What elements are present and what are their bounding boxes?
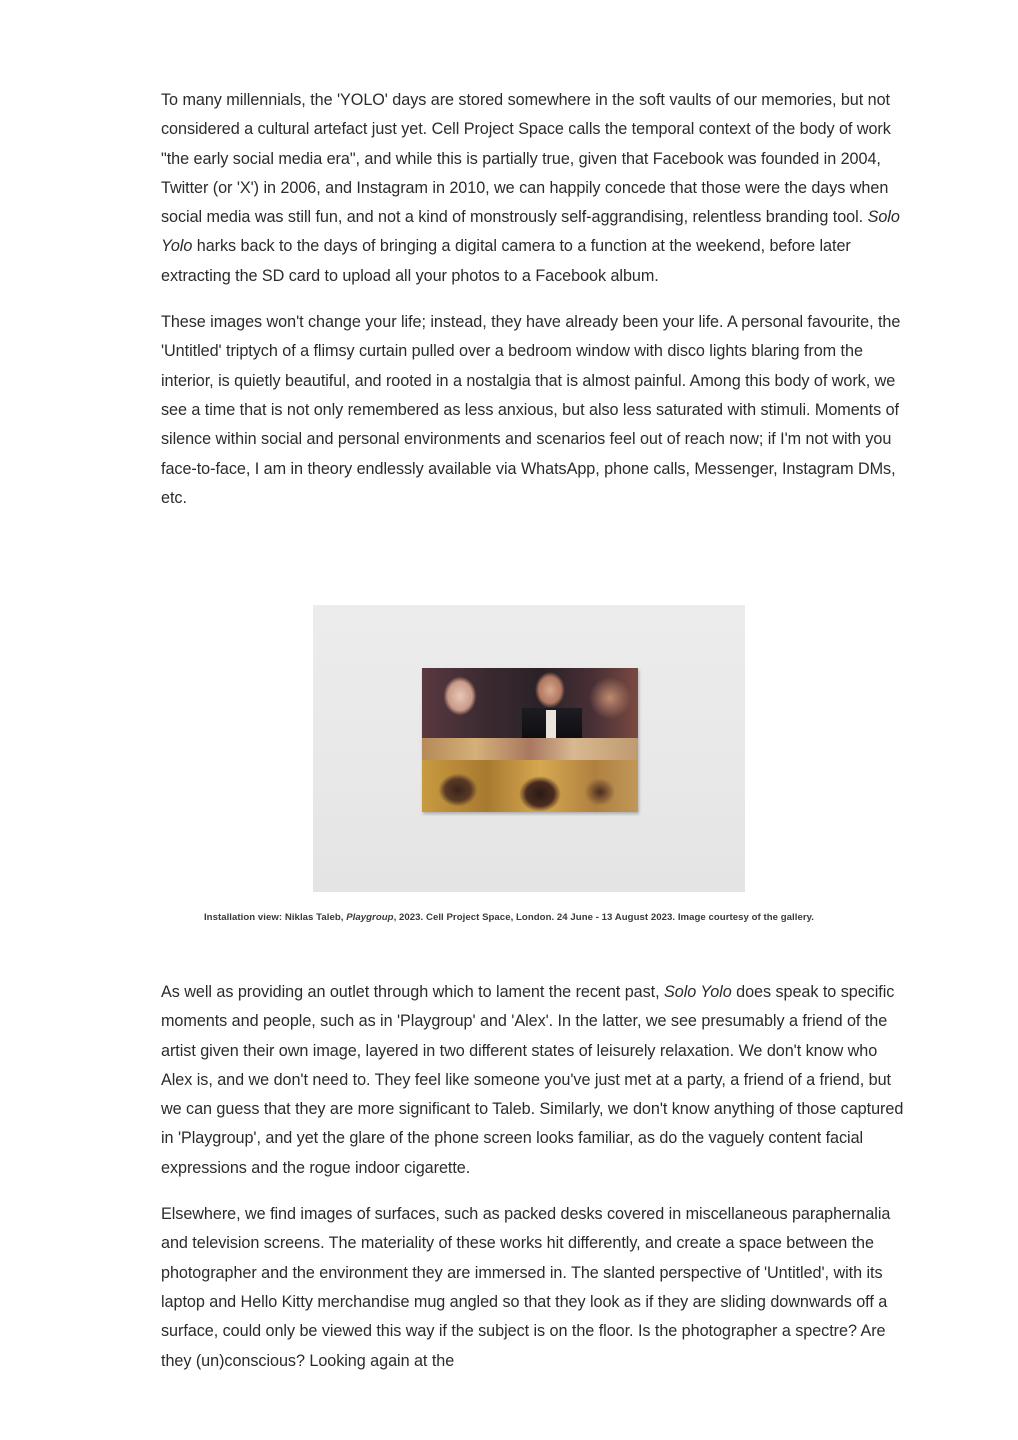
paragraph-2: These images won't change your life; instead, they have already been your life. A personal favourite, the 'Untitled' triptych of a flimsy curtain pulled over a bedroom window with disco lights blaring from the interior, is quietly beautiful, and rooted in a nostalgia that is almost painful. Among this body of work, we see a time that is not only remembered as less anxious, but also less saturated with stimuli. Moments of silence within social and personal environments and scenarios feel out of reach now; if I'm not with you face-to-face, I am in theory endlessly available via WhatsApp, phone calls, Messenger, Instagram DMs, etc. [161,313,901,507]
artwork-band-bottom [422,760,638,812]
paragraph-1-text-a: To many millennials, the 'YOLO' days are stored somewhere in the soft vaults of our memories, but not considered a cultural artefact just yet. Cell Project Space calls the temporal context of the body of work "the early social media era", and while this is partially true, given that Facebook was founded in 2004, Twitter (or 'X') in 2006, and Instagram in 2010, we can happily concede that those were the days when social media was still fun, and not a kind of monstrously self-aggrandising, relentless branding tool. [161,91,891,227]
paragraph-4: Elsewhere, we find images of surfaces, such as packed desks covered in miscellaneous paraphernalia and television screens. The materiality of these works hit differently, and create a space between the photographer and the environment they are immersed in. The slanted perspective of 'Untitled', with its laptop and Hello Kitty merchandise mug angled so that they look as if they are sliding downwards off a surface, could only be viewed this way if the subject is on the floor. Is the photographer a spectre? Are they (un)conscious? Looking again at the [161,1205,891,1370]
caption-text-a: Installation view: Niklas Taleb, [203,912,347,923]
artwork-band-top [422,668,638,738]
article-body-top [161,86,906,530]
caption-text-b: , 2023. Cell Project Space, London. 24 June - 13 August 2023. Image courtesy of the gallery. [393,912,815,923]
artwork-detail [546,710,556,738]
artwork-title-solo-yolo-2: Solo Yolo [664,983,732,1001]
installation-photo [313,605,745,892]
artwork-title-solo-yolo: Solo Yolo [161,208,900,256]
image-caption [0,912,1018,923]
paragraph-1 [161,86,906,291]
artwork-band-middle [422,738,638,760]
paragraph-1-text-b: harks back to the days of bringing a digital camera to a function at the weekend, before later extracting the SD card to upload all your photos to a Facebook album. [161,237,851,285]
paragraph-3-text-a: As well as providing an outlet through which to lament the recent past, [161,983,664,1001]
caption-artwork-title: Playgroup [346,912,394,923]
paragraph-3-text-b: does speak to specific moments and people, such as in 'Playgroup' and 'Alex'. In the latter, we see presumably a friend of the artist given their own image, layered in two different states of leisurely relaxation. We don't know who Alex is, and we don't need to. They feel like someone you've just met at a party, a friend of a friend, but we can guess that they are more significant to Taleb. Similarly, we don't know anything of those captured in 'Playgroup', and yet the glare of the phone screen looks familiar, as do the vaguely content facial expressions and the rogue indoor cigarette. [161,983,904,1177]
artwork-playgroup-image [422,668,638,812]
paragraph-3 [161,978,906,1183]
article-body-bottom [161,978,906,1393]
